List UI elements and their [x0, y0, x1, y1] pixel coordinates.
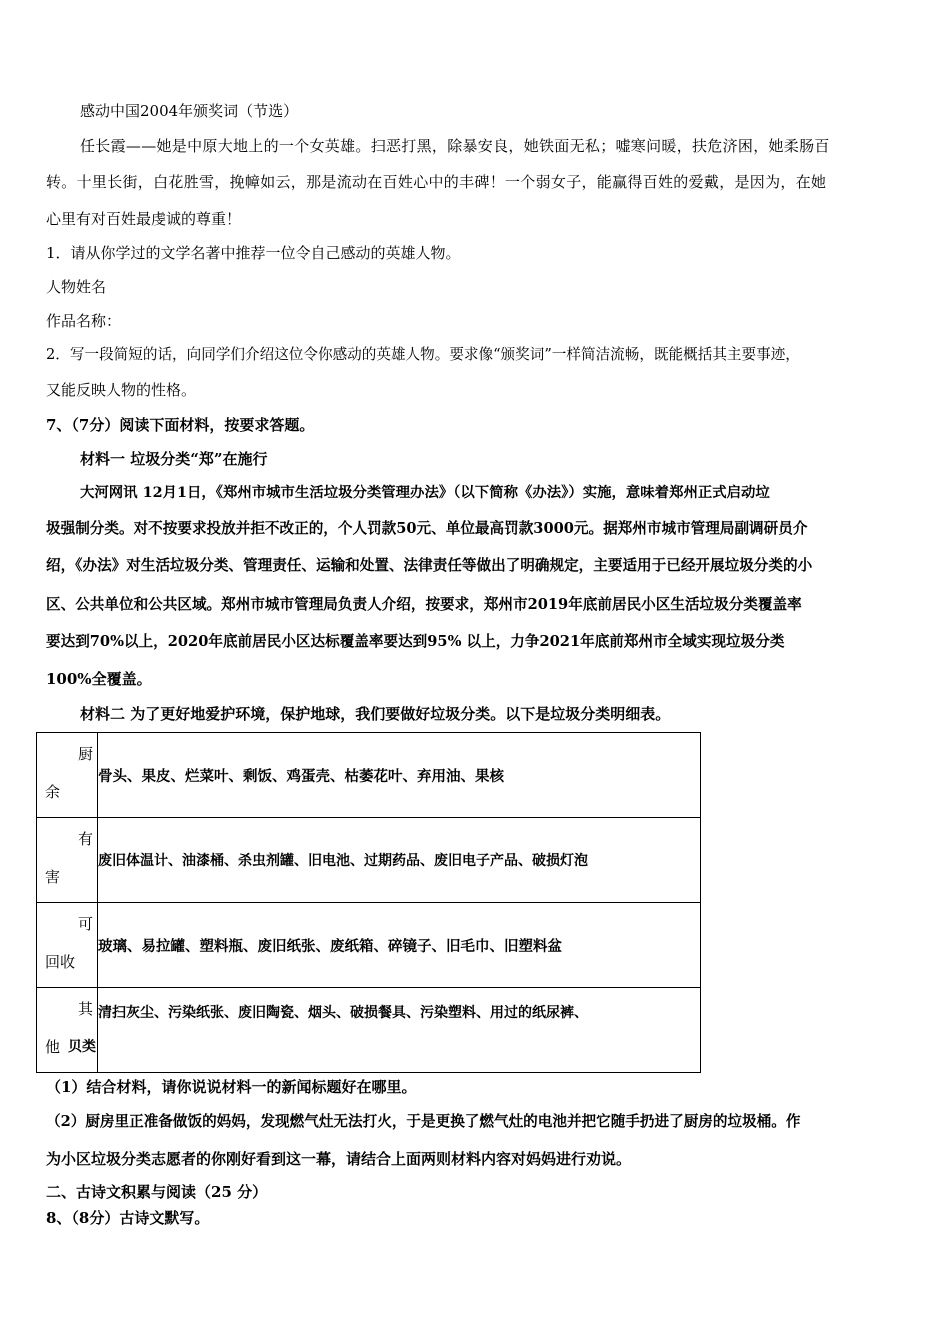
category-cell [37, 988, 98, 1073]
category-char: 他 [45, 1038, 61, 1056]
material1-line: 要达到70%以上，2020年底前居民小区达标覆盖率要达到95% 以上，力争2021年底前郑州市全域实现垃圾分类 [46, 633, 785, 650]
waste-classification-table [36, 732, 701, 1073]
material1-line: 区、公共单位和公共区域。郑州市城市管理局负责人介绍，按要求，郑州市2019年底前居民小区生活垃圾分类覆盖率 [46, 596, 802, 613]
items-line: 清扫灰尘、污染纸张、废旧陶瓷、烟头、破损餐具、污染塑料、用过的纸尿裤、 [98, 1005, 588, 1021]
work-name-label: 作品名称： [46, 312, 122, 330]
category-char: 有 [77, 830, 93, 848]
sub-question-1: （1）结合材料，请你说说材料一的新闻标题好在哪里。 [46, 1078, 417, 1096]
items-cell: 玻璃、易拉罐、塑料瓶、废旧纸张、废纸箱、碎镜子、旧毛巾、旧塑料盆 [98, 903, 701, 988]
q8-header: 8、（8分）古诗文默写。 [46, 1209, 210, 1227]
category-char: 厨 [77, 745, 93, 763]
question-2: 2．写一段简短的话，向同学们介绍这位令你感动的英雄人物。要求像“颁奖词”一样简洁流畅，既能概括其主要事迹， [46, 346, 800, 363]
material1-line: 圾强制分类。对不按要求投放并拒不改正的，个人罚款50元、单位最高罚款3000元。据郑州市城市管理局副调研员介 [46, 520, 808, 537]
items-cell [68, 988, 701, 1073]
award-text-line: 心里有对百姓最虔诚的尊重！ [46, 210, 242, 228]
category-char: 其 [77, 1000, 93, 1018]
q7-header: 7、（7分）阅读下面材料，按要求答题。 [46, 416, 315, 434]
category-cell [37, 733, 98, 818]
category-char: 回收 [45, 953, 76, 971]
section-2-header: 二、古诗文积累与阅读（25 分） [46, 1183, 268, 1201]
award-text-line: 任长霞——她是中原大地上的一个女英雄。扫恶打黑，除暴安良，她铁面无私；嘘寒问暖，扶危济困，她柔肠百 [80, 137, 830, 155]
award-title: 感动中国2004年颁奖词（节选） [80, 102, 299, 120]
sub-question-2-cont: 为小区垃圾分类志愿者的你刚好看到这一幕，请结合上面两则材料内容对妈妈进行劝说。 [46, 1150, 632, 1168]
items-cell: 骨头、果皮、烂菜叶、剩饭、鸡蛋壳、枯萎花叶、弃用油、果核 [98, 733, 701, 818]
material1-line: 绍，《办法》对生活垃圾分类、管理责任、运输和处置、法律责任等做出了明确规定，主要适用于已经开展垃圾分类的小 [46, 557, 813, 574]
sub-question-2: （2）厨房里正准备做饭的妈妈，发现燃气灶无法打火，于是更换了燃气灶的电池并把它随手扔进了厨房的垃圾桶。作 [46, 1113, 801, 1130]
question-1: 1．请从你学过的文学名著中推荐一位令自己感动的英雄人物。 [46, 244, 461, 262]
items-cell: 废旧体温计、油漆桶、杀虫剂罐、旧电池、过期药品、废旧电子产品、破损灯泡 [98, 818, 701, 903]
category-cell [37, 818, 98, 903]
material1-title: 材料一 垃圾分类“郑”在施行 [80, 450, 268, 468]
category-char: 害 [45, 868, 61, 886]
category-char: 余 [45, 783, 61, 801]
table-row [37, 733, 701, 818]
person-name-label: 人物姓名 [46, 278, 107, 296]
category-cell [37, 903, 98, 988]
table-row [37, 818, 701, 903]
table-row [37, 903, 701, 988]
material1-line: 大河网讯 12月1日，《郑州市城市生活垃圾分类管理办法》（以下简称《办法》）实施，意味着郑州正式启动垃 [80, 484, 770, 501]
material1-line: 100%全覆盖。 [46, 670, 152, 688]
items-line: 贝类 [68, 1039, 96, 1055]
material2-text: 材料二 为了更好地爱护环境，保护地球，我们要做好垃圾分类。以下是垃圾分类明细表。 [80, 705, 671, 723]
table-row [37, 988, 701, 1073]
question-2-cont: 又能反映人物的性格。 [46, 381, 197, 399]
award-text-line: 转。十里长街，白花胜雪，挽幛如云，那是流动在百姓心中的丰碑！一个弱女子，能赢得百姓的爱戴，是因为，在她 [46, 173, 827, 191]
category-char: 可 [77, 915, 93, 933]
